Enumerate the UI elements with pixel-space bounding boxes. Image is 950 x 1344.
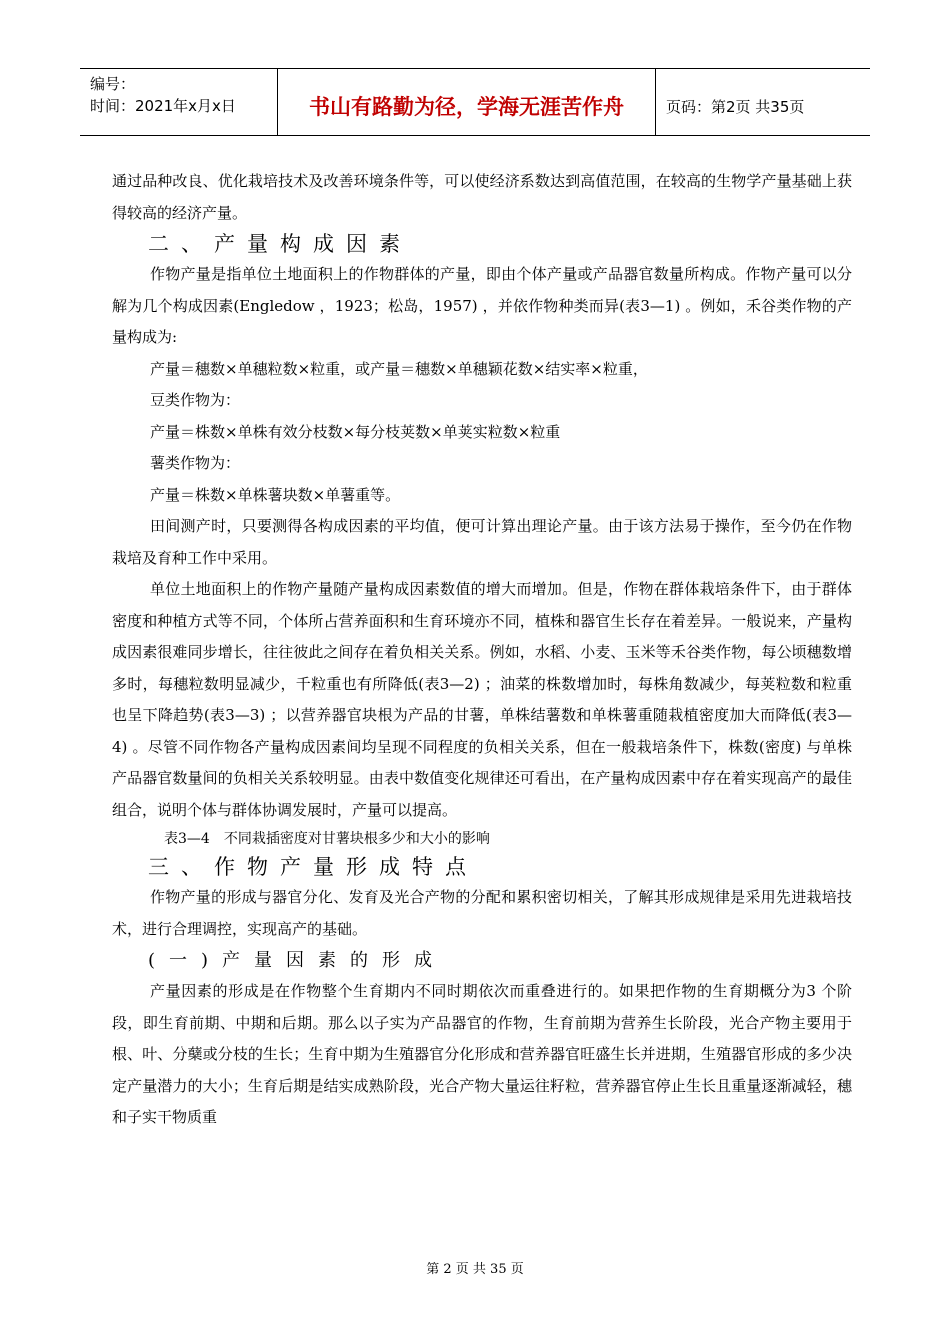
formula-cereal: 产量＝穗数×单穗粒数×粒重，或产量＝穗数×单穗颖花数×结实率×粒重，: [150, 359, 648, 378]
paragraph-negative-correlation: 单位土地面积上的作物产量随产量构成因素数值的增大而增加。但是，作物在群体栽培条件下，由于群体密度和种植方式等不同，个体所占营养面积和生育环境亦不同，植株和器官生长存在着差异。一般说来，产量构成因素很难同步增长，往往彼此之间存在着负相关关系。例如，水稻、小麦、玉米等禾谷类作物，每公顷穗数增多时，每穗粒数明显减少，千粒重也有所降低(表3—2) ；油菜的株数增加时，每株角数减少，每荚粒数和粒重也呈下降趋势(表3—3) ；以营养器官块根为产品的甘薯，单株结薯数和单株薯重随栽植密度加大而降低(表3—4) 。尽管不同作物各产量构成因素间均呈现不同程度的负相关关系，但在一般栽培条件下，株数(密度) 与单株产品器官数量间的负相关关系较明显。由表中数值变化规律还可看出，在产量构成因素中存在着实现高产的最佳组合，说明个体与群体协调发展时，产量可以提高。: [112, 580, 852, 819]
header-page-info: 页码：第2页 共35页: [666, 97, 805, 116]
paragraph-economic-coefficient: 通过品种改良、优化栽培技术及改善环境条件等，可以使经济系数达到高值范围，在较高的生物学产量基础上获得较高的经济产量。: [112, 172, 852, 222]
formula-legume: 产量＝株数×单株有效分枝数×每分枝荚数×单荚实粒数×粒重: [150, 422, 561, 441]
paragraph-field-measurement: 田间测产时，只要测得各构成因素的平均值，便可计算出理论产量。由于该方法易于操作，至今仍在作物栽培及育种工作中采用。: [112, 517, 852, 567]
document-body: [112, 166, 852, 1134]
formula-tuber: 产量＝株数×单株薯块数×单薯重等。: [150, 485, 401, 504]
date-label: 时间：2021年x月x日: [90, 97, 236, 115]
header-motto: 书山有路勤为径，学海无涯苦作舟: [278, 69, 656, 135]
paragraph-growth-stages: 产量因素的形成是在作物整个生育期内不同时期依次而重叠进行的。如果把作物的生育期概分为3 个阶段，即生育前期、中期和后期。那么以子实为产品器官的作物，生育前期为营养生长阶段，光合产物主要用于根、叶、分蘖或分枝的生长；生育中期为生殖器官分化形成和营养器官旺盛生长并进期，生殖器官形成的多少决定产量潜力的大小；生育后期是结实成熟阶段，光合产物大量运往籽粒，营养器官停止生长且重量逐渐减轻，穗和子实干物质重: [112, 982, 852, 1126]
legume-label: 豆类作物为：: [150, 391, 241, 409]
paragraph-yield-definition: 作物产量是指单位土地面积上的作物群体的产量，即由个体产量或产品器官数量所构成。作物产量可以分解为几个构成因素(Engledow ，1923；松岛，1957) ，并依作物种类而异(表3—1) 。例如，禾谷类作物的产量构成为:: [112, 265, 852, 346]
page-footer: 第 2 页 共 35 页: [426, 1262, 524, 1277]
page-header: [80, 68, 870, 136]
paragraph-formation-intro: 作物产量的形成与器官分化、发育及光合产物的分配和累积密切相关，了解其形成规律是采用先进栽培技术，进行合理调控，实现高产的基础。: [112, 888, 852, 938]
code-label: 编号：: [90, 75, 136, 93]
header-meta: [80, 69, 278, 135]
section-heading-yield-components: 二、产量构成因素: [148, 232, 412, 256]
subsection-heading-factor-formation: (一)产量因素的形成: [148, 950, 447, 971]
section-heading-yield-formation: 三、作物产量形成特点: [148, 855, 478, 879]
table-caption: 表3—4 不同栽插密度对甘薯块根多少和大小的影响: [164, 831, 490, 847]
tuber-label: 薯类作物为：: [150, 454, 241, 472]
